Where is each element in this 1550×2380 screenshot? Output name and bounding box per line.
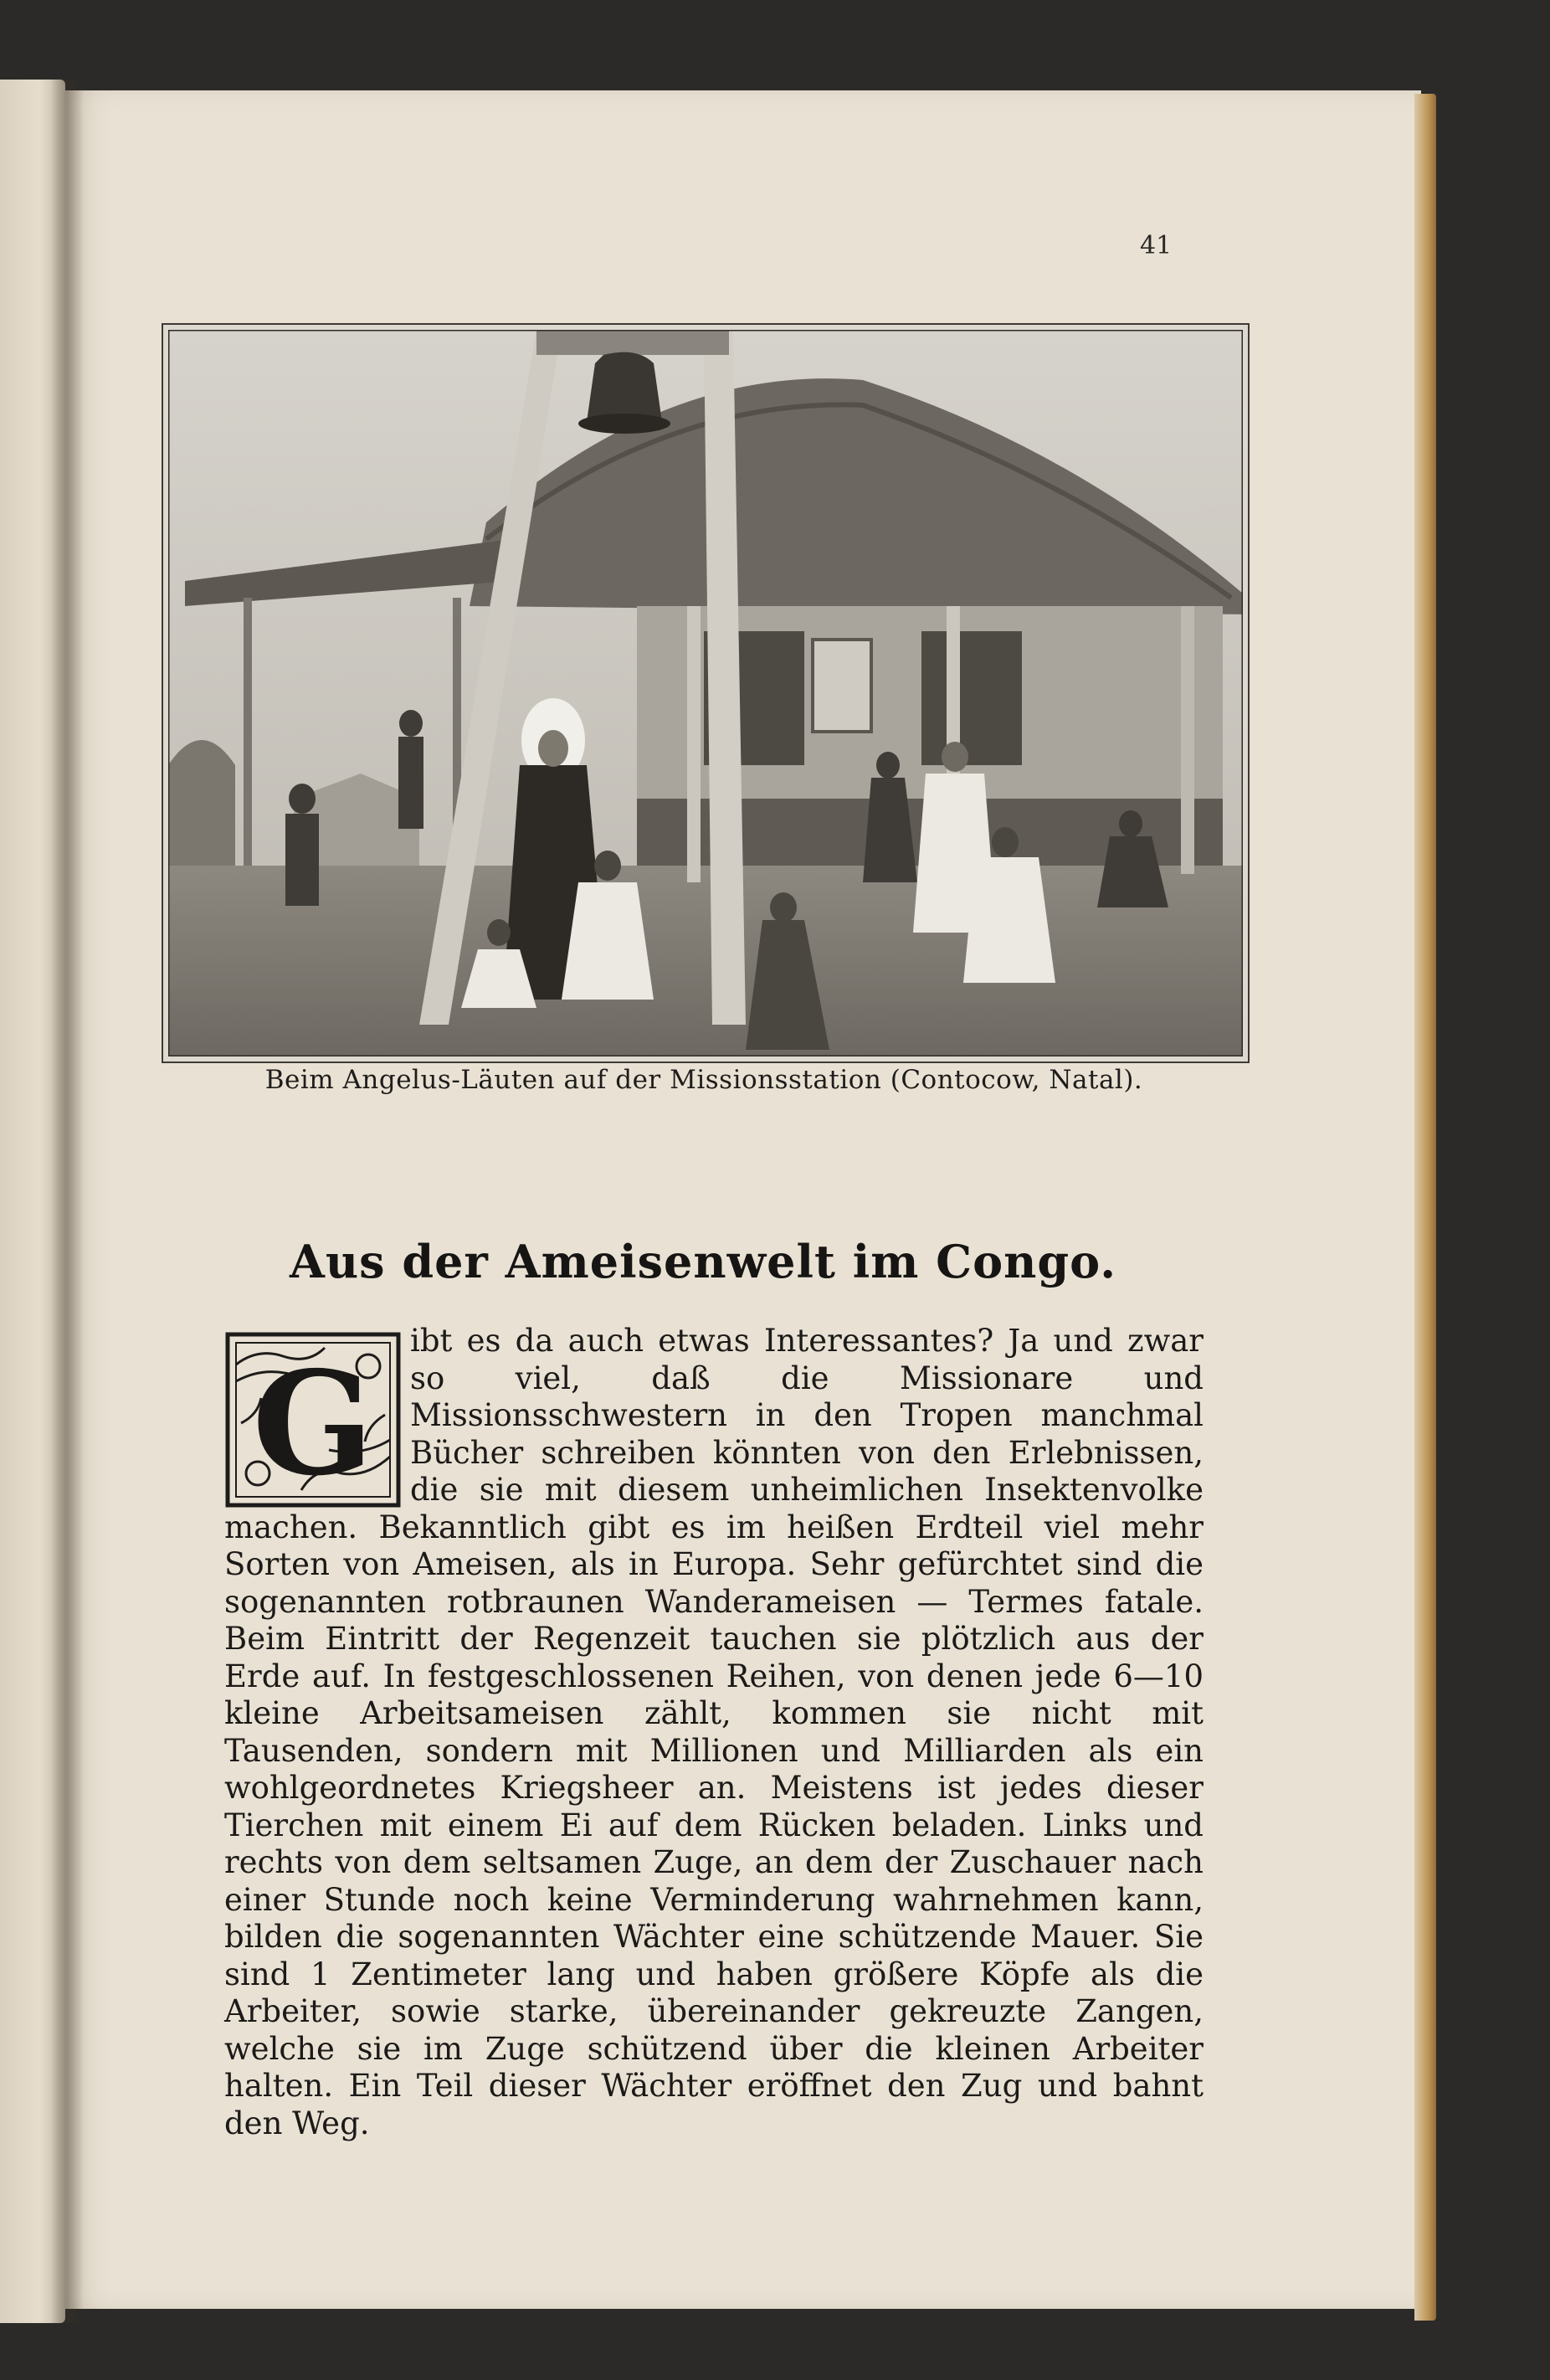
book-gutter xyxy=(50,80,84,2323)
mission-photo xyxy=(162,323,1250,1063)
article-title: Aus der Ameisenwelt im Congo. xyxy=(289,1235,1117,1288)
mission-station-photo-illustration xyxy=(168,330,1243,1056)
initial-letter: G xyxy=(252,1340,374,1508)
article-paragraph: ibt es da auch etwas Interessantes? Ja und zwar so viel, daß die Missionare und Missionsschwestern in den Tropen manchmal Bücher schreiben könnten von den Erlebnissen, die sie mit diesem unheimlichen Insektenvolke machen. Bekanntlich gibt es im heißen Erdteil viel mehr Sorten von Ameisen, als in Europa. Sehr gefürchtet sind die sogenannten rotbraunen Wanderameisen — Termes fatale. Beim Eintritt der Regenzeit tauchen sie plötzlich aus der Erde auf. In festgeschlossenen Reihen, von denen jede 6—10 kleine Arbeitsameisen zählt, kommen sie nicht mit Tausenden, sondern mit Millionen und Milliarden als ein wohlgeordnetes Kriegsheer an. Meistens ist jedes dieser Tierchen mit einem Ei auf dem Rücken beladen. Links und rechts von dem seltsamen Zuge, an dem der Zuschauer nach einer Stunde noch keine Verminderung wahrnehmen kann, bilden die sogenannten Wächter eine schützende Mauer. Sie sind 1 Zentimeter lang und haben größere Köpfe als die Arbeiter, sowie starke, übereinander gekreuzte Zangen, welche sie im Zuge schützend über die kleinen Arbeiter halten. Ein Teil dieser Wächter eröffnet den Zug und bahnt den Weg. xyxy=(224,1323,1204,2141)
page-number: 41 xyxy=(1140,231,1173,260)
ornamental-initial xyxy=(224,1331,402,1509)
photo-caption: Beim Angelus-Läuten auf der Missionsstation (Contocow, Natal). xyxy=(264,1065,1143,1095)
page-stack-edge xyxy=(1414,94,1436,2321)
ornamental-initial-frame xyxy=(224,1331,402,1509)
